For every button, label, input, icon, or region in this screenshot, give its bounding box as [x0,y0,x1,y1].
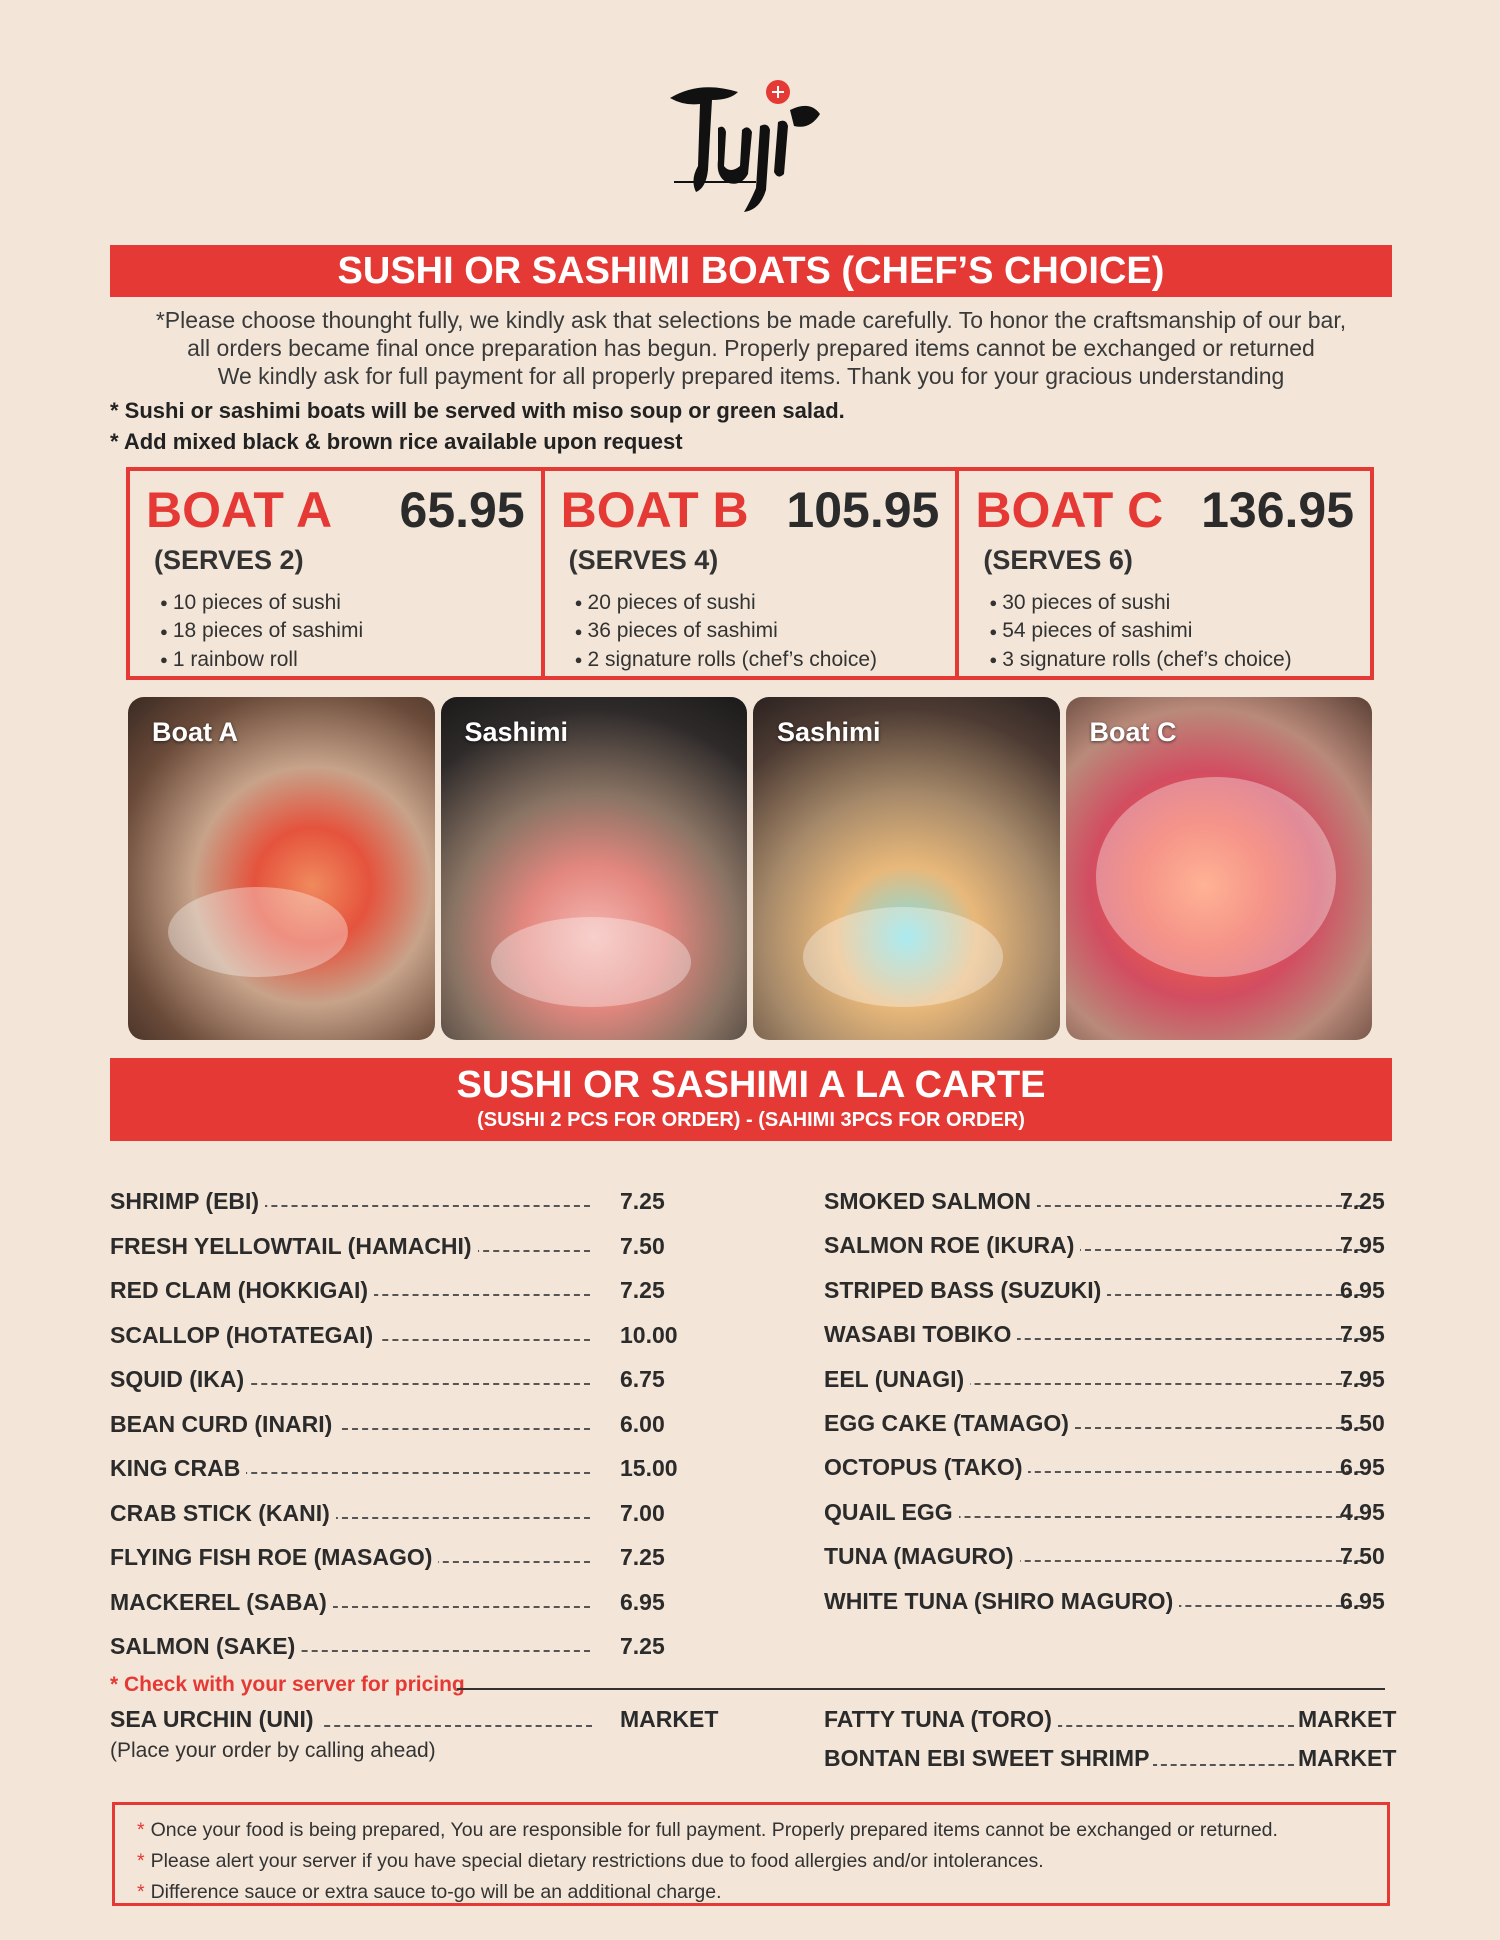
toro-price: MARKET [1298,1706,1397,1732]
menu-item [110,1633,670,1678]
leader-dots [1036,1725,1294,1727]
asterisk-icon: * [137,1819,145,1841]
photo-gallery [128,697,1372,1040]
menu-item [824,1588,1390,1632]
item-name: MACKEREL (SABA) [110,1589,333,1616]
boat-item: ● 30 pieces of sushi [989,589,1291,617]
uni-note: (Place your order by calling ahead) [110,1739,436,1762]
item-price: 6.00 [620,1410,665,1437]
item-price: 5.50 [1340,1409,1385,1436]
asterisk-icon: * [137,1881,145,1903]
boat-price: 65.95 [399,482,525,538]
item-name: SALMON (SAKE) [110,1633,301,1660]
miso-soup-note: * Sushi or sashimi boats will be served with miso soup or green salad. [110,398,845,423]
item-name: OCTOPUS (TAKO) [824,1454,1028,1481]
boats-section-title: SUSHI OR SASHIMI BOATS (CHEF’S CHOICE) [110,245,1392,297]
policy-note [137,1877,1387,1908]
item-name: BEAN CURD (INARI) [110,1411,338,1438]
notice-line: all orders became final once preparation has begun. Properly prepared items cannot be exchanged or returned [187,335,1315,361]
menu-item [110,1277,670,1322]
boat-name: BOAT A [146,482,333,538]
ordering-notice [110,306,1392,390]
menu-item [110,1544,670,1589]
boat-item: ● 3 signature rolls (chef’s choice) [989,646,1291,674]
item-name: TUNA (MAGURO) [824,1543,1020,1570]
boat-b-card [545,471,960,676]
item-name: SQUID (IKA) [110,1366,250,1393]
item-name: WHITE TUNA (SHIRO MAGURO) [824,1588,1179,1615]
photo-label: Boat C [1089,717,1177,747]
boat-item: ● 36 pieces of sashimi [575,617,877,645]
alacarte-left-list [110,1188,678,1678]
menu-item [824,1366,1390,1410]
item-name: KING CRAB [110,1455,246,1482]
boat-serves: (SERVES 6) [983,545,1133,575]
menu-item [110,1589,670,1634]
boat-item: ● 1 rainbow roll [160,646,363,674]
item-name: EGG CAKE (TAMAGO) [824,1410,1075,1437]
boat-a-photo [128,697,435,1040]
item-name: FLYING FISH ROE (MASAGO) [110,1544,438,1571]
item-name: SMOKED SALMON [824,1188,1037,1215]
menu-item [824,1499,1390,1543]
item-price: 7.00 [620,1499,665,1526]
item-price: 6.95 [1340,1276,1385,1303]
item-price: 7.25 [620,1277,665,1303]
boat-item: ● 54 pieces of sashimi [989,617,1291,645]
boat-item: ● 18 pieces of sashimi [160,617,363,645]
item-name: FRESH YELLOWTAIL (HAMACHI) [110,1233,478,1260]
menu-item [110,1188,670,1233]
boat-items-list [989,589,1291,674]
divider [457,1688,1385,1690]
item-price: 7.50 [620,1232,665,1259]
toro-name: FATTY TUNA (TORO) [824,1706,1058,1733]
item-price: 6.95 [1340,1587,1385,1614]
boat-items-list [575,589,877,674]
uni-name: SEA URCHIN (UNI) [110,1706,320,1733]
boat-item: ● 10 pieces of sushi [160,589,363,617]
restaurant-logo [660,70,840,220]
item-name: STRIPED BASS (SUZUKI) [824,1277,1107,1304]
menu-item [824,1454,1390,1498]
item-name: SALMON ROE (IKURA) [824,1232,1080,1259]
policy-note-text: Once your food is being prepared, You are responsible for full payment. Properly prepared items cannot be exchanged or returned. [150,1819,1278,1841]
botan-name: BONTAN EBI SWEET SHRIMP [824,1745,1153,1772]
menu-item [824,1321,1390,1365]
fuji-logo-icon [660,70,840,220]
photo-label: Sashimi [464,717,569,747]
boat-name: BOAT C [975,482,1164,538]
sashimi-photo [753,697,1060,1040]
photo-label: Sashimi [777,717,881,747]
menu-item [110,1411,670,1456]
alacarte-subtitle: (SUSHI 2 PCS FOR ORDER) - (SAHIMI 3PCS FOR ORDER) [477,1109,1025,1131]
boat-item: ● 2 signature rolls (chef’s choice) [575,646,877,674]
leader-dots [304,1725,592,1727]
check-pricing-note: * Check with your server for pricing [110,1673,465,1696]
rice-note: * Add mixed black & brown rice available upon request [110,429,683,454]
policy-note [137,1815,1387,1846]
alacarte-section-header [110,1058,1392,1141]
sashimi-photo [441,697,748,1040]
menu-item [110,1366,670,1411]
menu-item [824,1543,1390,1587]
policy-notes-box [112,1802,1390,1906]
menu-item [110,1455,678,1500]
photo-label: Boat A [152,717,238,747]
uni-price: MARKET [620,1706,719,1732]
menu-item [110,1321,678,1367]
boats-table [126,467,1374,680]
policy-note-text: Please alert your server if you have special dietary restrictions due to food allergies and/or intolerances. [150,1850,1044,1872]
item-price: 7.95 [1340,1365,1385,1392]
notice-line: *Please choose thounght fully, we kindly ask that selections be made carefully. To honor the craftsmanship of our bar, [155,307,1347,333]
item-name: SCALLOP (HOTATEGAI) [110,1322,379,1349]
item-price: 7.25 [620,1188,665,1214]
item-name: CRAB STICK (KANI) [110,1500,336,1527]
item-price: 7.25 [1340,1188,1385,1214]
item-price: 6.95 [1340,1454,1385,1481]
item-name: QUAIL EGG [824,1499,959,1526]
item-name: EEL (UNAGI) [824,1366,970,1393]
boat-a-card [130,471,545,676]
item-name: RED CLAM (HOKKIGAI) [110,1277,374,1304]
boat-items-list [160,589,363,674]
boat-c-photo [1066,697,1373,1040]
botan-price: MARKET [1298,1745,1397,1771]
alacarte-right-list [824,1188,1390,1632]
boat-item: ● 20 pieces of sushi [575,589,877,617]
item-price: 15.00 [620,1455,678,1481]
item-price: 6.95 [620,1588,665,1615]
item-price: 7.95 [1340,1321,1385,1348]
menu-item [824,1232,1390,1276]
menu-item [824,1188,1390,1232]
alacarte-title: SUSHI OR SASHIMI A LA CARTE [456,1064,1046,1106]
item-price: 6.75 [620,1366,665,1392]
item-price: 10.00 [620,1321,678,1348]
item-name: SHRIMP (EBI) [110,1188,265,1215]
boat-serves: (SERVES 4) [568,545,719,575]
item-price: 7.95 [1340,1232,1385,1259]
menu-item [824,1277,1390,1321]
asterisk-icon: * [137,1850,145,1872]
boat-name: BOAT B [560,482,749,538]
policy-note [137,1846,1387,1877]
menu-item [824,1410,1390,1454]
boat-serves: (SERVES 2) [154,545,304,575]
menu-item [110,1233,670,1278]
item-name: WASABI TOBIKO [824,1321,1017,1348]
item-price: 7.25 [620,1544,665,1570]
notice-line: We kindly ask for full payment for all properly prepared items. Thank you for your gracious understanding [217,363,1285,389]
boat-price: 105.95 [786,482,940,538]
boat-c-card [959,471,1370,676]
item-price: 7.50 [1340,1543,1385,1570]
item-price: 7.25 [620,1633,665,1659]
policy-note-text: Difference sauce or extra sauce to-go will be an additional charge. [150,1881,722,1903]
boat-price: 136.95 [1201,482,1355,538]
item-price: 4.95 [1340,1498,1385,1525]
menu-item [110,1500,670,1545]
